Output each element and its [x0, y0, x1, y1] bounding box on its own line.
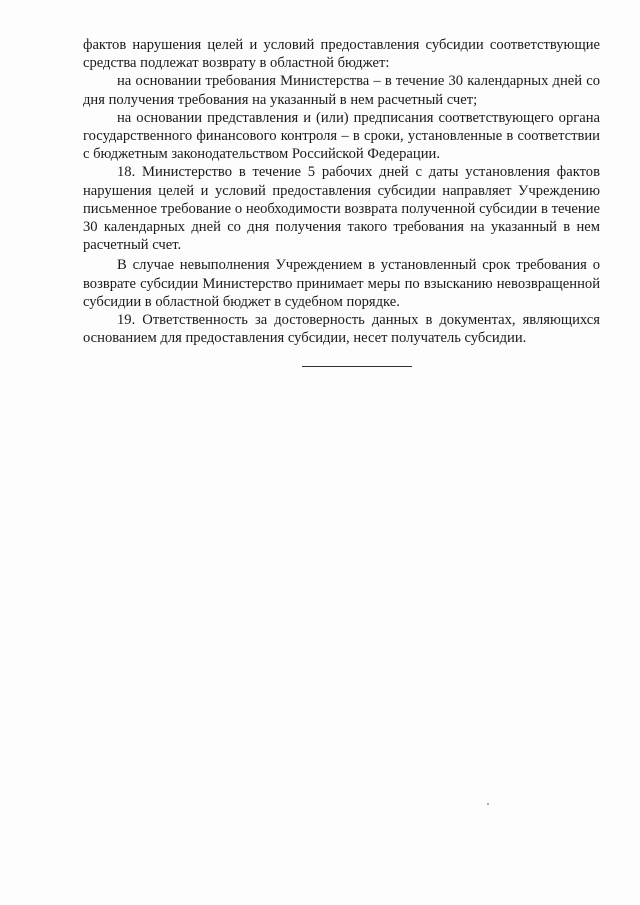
end-separator-line	[302, 366, 412, 367]
paragraph-continuation: фактов нарушения целей и условий предоставления субсидии соответствующие средства подлежат возврату в областной бюджет:	[83, 37, 600, 72]
document-body	[83, 36, 600, 347]
paragraph-control-body: на основании представления и (или) предписания соответствующего органа государственного финансового контроля – в сроки, установленные в соответствии с бюджетным законодательством Российской Федерации.	[83, 109, 600, 163]
paragraph-item-18: 18. Министерство в течение 5 рабочих дней с даты установления фактов нарушения целей и условий предоставления субсидии направляет Учреждению письменное требование о необходимости возврата полученной субсидии в течение 30 календарных дней со дня получения такого требования на указанный в нем расчетный счет.	[83, 164, 600, 254]
scan-speck	[487, 803, 489, 805]
paragraph-item-19: 19. Ответственность за достоверность данных в документах, являющихся основанием для предоставления субсидии, несет получатель субсидии.	[83, 312, 600, 347]
paragraph-non-compliance: В случае невыполнения Учреждением в установленный срок требования о возврате субсидии Министерство принимает меры по взысканию невозвращенной субсидии в областной бюджет в судебном порядке.	[83, 257, 600, 310]
paragraph-ministry-requirement: на основании требования Министерства – в течение 30 календарных дней со дня получения требования на указанный в нем расчетный счет;	[83, 73, 600, 108]
